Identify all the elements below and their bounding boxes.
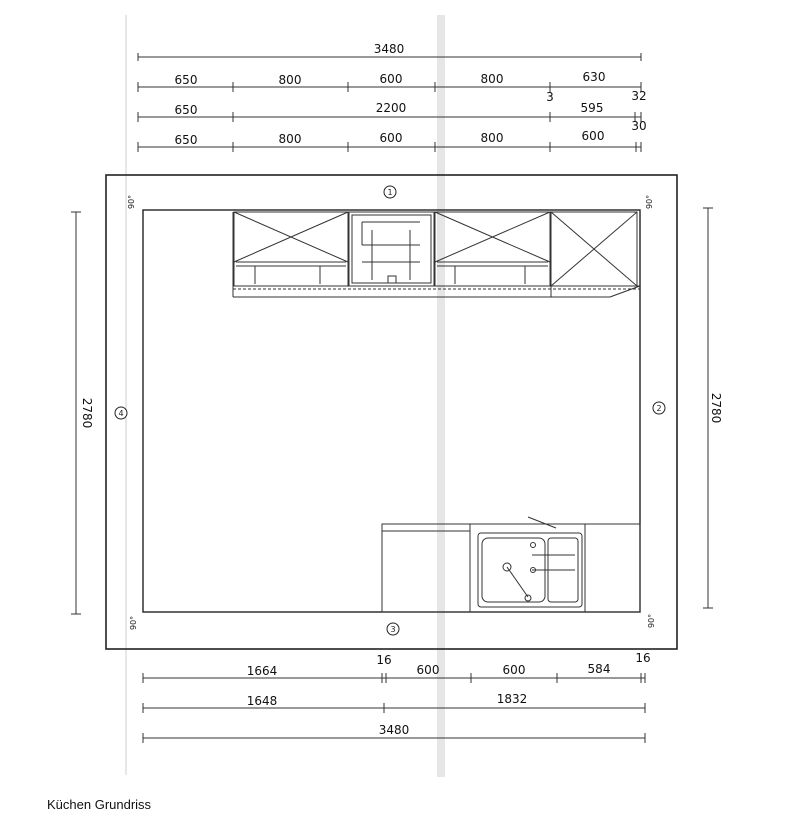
lower-cabinet-right [585,524,640,612]
sink-cabinet [470,524,585,612]
dim-top-r2-1: 2200 [375,101,407,115]
corner-angle-bottom-left: 90° [129,615,138,630]
dim-bottom-r1-1: 16 [376,653,392,667]
dim-top-r1-4: 630 [582,70,606,84]
wall-marker-2 [653,402,665,414]
lower-cabinet-row [382,517,640,612]
dim-top-r1-extra-1: 32 [631,89,647,103]
lower-cabinet-left [382,524,470,612]
corner-angle-top-left: 90° [127,194,136,209]
svg-text:1: 1 [387,188,393,197]
dim-left: 2780 [80,397,94,429]
dim-top-r1-3: 800 [480,72,504,86]
bottom-dimension-row1 [143,673,645,683]
bottom-dimension-row2 [143,703,645,713]
dim-top-total: 3480 [373,42,405,56]
left-dimension [71,212,81,614]
wall-marker-1 [384,186,396,198]
dim-top-r2-2: 595 [580,101,604,115]
dim-bottom-r1-4: 584 [587,662,611,676]
dim-top-r3-3: 800 [480,131,504,145]
wall-marker-4 [115,407,127,419]
svg-text:2: 2 [656,404,662,413]
dim-bottom-r1-2: 600 [416,663,440,677]
inner-wall [143,210,640,612]
dim-right: 2780 [709,392,723,424]
dim-top-r3-0: 650 [174,133,198,147]
upper-cabinet-row [233,212,640,297]
dim-top-r1-1: 800 [278,73,302,87]
svg-text:3: 3 [390,625,396,634]
dim-top-r3-1: 800 [278,132,302,146]
dim-top-r2-extra: 30 [631,119,647,133]
corner-angle-bottom-right: 90° [647,613,656,628]
dim-top-r3-2: 600 [379,131,403,145]
svg-text:4: 4 [118,409,124,418]
wall-marker-3 [387,623,399,635]
dim-top-r1-2: 600 [379,72,403,86]
dim-top-r3-4: 600 [581,129,605,143]
dim-bottom-r1-0: 1664 [246,664,278,678]
upper-cabinet-1 [234,212,348,286]
dim-bottom-r1-3: 600 [502,663,526,677]
dim-bottom-r1-5: 16 [635,651,651,665]
dim-top-r1-0: 650 [174,73,198,87]
dim-top-r2-0: 650 [174,103,198,117]
plan-caption: Küchen Grundriss [47,797,152,812]
upper-cabinet-3 [435,212,550,286]
dim-bottom-r2-1: 1832 [496,692,528,706]
dim-bottom-total: 3480 [378,723,410,737]
dim-bottom-r2-0: 1648 [246,694,278,708]
corner-angle-top-right: 90° [645,194,654,209]
dim-top-r1-extra-0: 3 [546,90,554,104]
